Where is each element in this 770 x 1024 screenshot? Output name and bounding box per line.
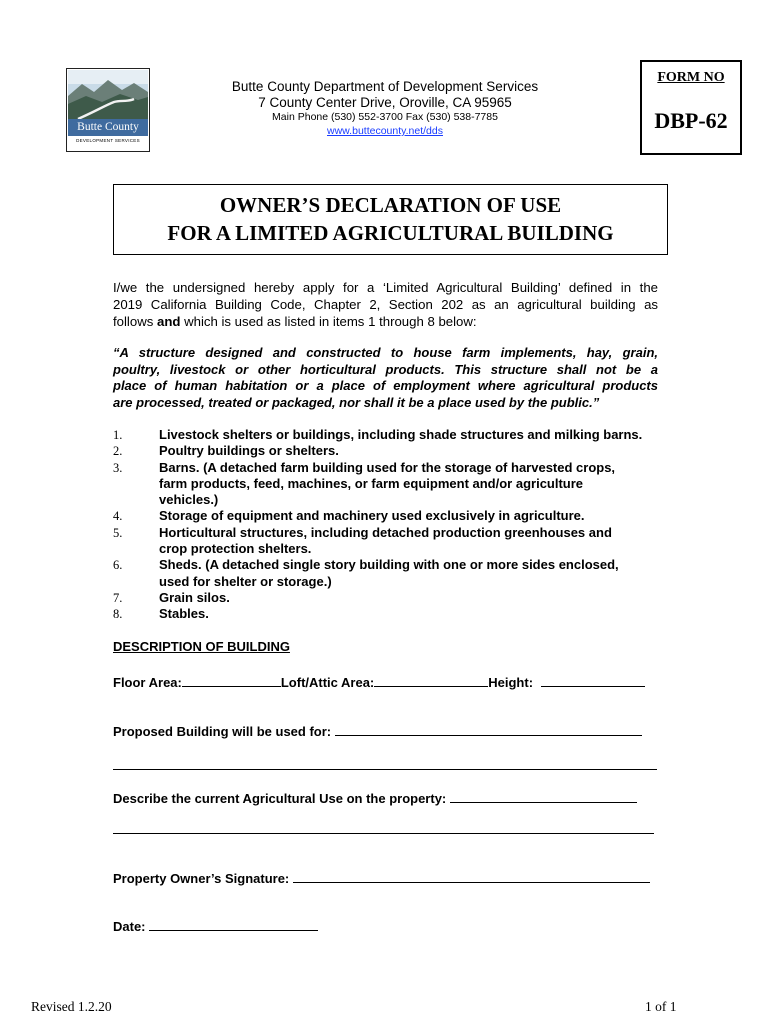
title-line-1: OWNER’S DECLARATION OF USE	[219, 193, 562, 217]
dimensions-row	[113, 673, 645, 690]
list-item-number: 5.	[113, 525, 123, 540]
loft-area-field[interactable]	[374, 673, 488, 687]
form-number-box	[640, 60, 742, 155]
height-label: Height:	[488, 675, 537, 690]
department-website-link[interactable]: www.buttecounty.net/dds	[327, 125, 443, 137]
logo-name: Butte County	[68, 119, 148, 136]
proposed-use-field[interactable]	[335, 722, 642, 736]
proposed-use-row	[113, 722, 642, 739]
butte-county-logo	[66, 68, 150, 152]
list-item	[113, 443, 683, 459]
floor-area-field[interactable]	[182, 673, 281, 687]
quote-line-2: poultry, livestock or other horticultural products. This structure shall not be a	[113, 361, 658, 377]
building-use-list	[113, 427, 683, 623]
list-item-text: vehicles.)	[159, 492, 219, 508]
list-item-text: Horticultural structures, including detached production greenhouses and	[159, 524, 612, 540]
date-row	[113, 917, 318, 934]
intro-line-3-post: which is used as listed in items 1 through 8 below:	[180, 314, 477, 329]
proposed-use-label: Proposed Building will be used for:	[113, 724, 335, 739]
intro-line-3-pre: follows	[113, 314, 157, 329]
list-item-text: Storage of equipment and machinery used exclusively in agriculture.	[159, 508, 585, 524]
document-title	[113, 184, 668, 255]
form-number-label: FORM NO	[657, 70, 725, 85]
intro-line-3-bold: and	[156, 314, 181, 329]
list-item-number: 2.	[113, 444, 123, 459]
list-item	[113, 460, 683, 509]
list-item	[113, 606, 683, 622]
department-phone: Main Phone (530) 552-3700 Fax (530) 538-7785	[272, 111, 498, 123]
list-item-text: Sheds. (A detached single story building with one or more sides enclosed,	[159, 557, 619, 573]
logo-subtitle: DEVELOPMENT SERVICES	[76, 138, 140, 143]
code-definition-quote	[113, 345, 658, 411]
signature-label: Property Owner’s Signature:	[113, 871, 293, 886]
list-item	[113, 508, 683, 524]
current-use-row	[113, 789, 637, 806]
list-item-number: 4.	[113, 509, 123, 524]
page-number: 1 of 1	[645, 999, 677, 1014]
list-item-number: 1.	[113, 428, 123, 442]
signature-row	[113, 869, 650, 886]
list-item	[113, 525, 683, 558]
height-field[interactable]	[541, 673, 645, 687]
signature-field[interactable]	[293, 869, 650, 883]
list-item-text: Barns. (A detached farm building used for the storage of harvested crops,	[159, 459, 616, 475]
department-name: Butte County Department of Development Services	[231, 79, 539, 94]
quote-line-3: place of human habitation or a place of employment where agricultural products	[113, 378, 658, 393]
landscape-logo-image	[68, 70, 148, 119]
proposed-use-field-line-2[interactable]	[113, 769, 657, 770]
date-label: Date:	[113, 919, 150, 934]
revision-date: Revised 1.2.20	[31, 999, 112, 1014]
intro-line-2: 2019 California Building Code, Chapter 2, Section 202 as an agricultural building as	[113, 297, 658, 312]
floor-area-label: Floor Area:	[113, 675, 182, 690]
list-item-number: 6.	[113, 558, 123, 573]
date-field[interactable]	[149, 917, 318, 931]
title-line-2: FOR A LIMITED AGRICULTURAL BUILDING	[167, 221, 614, 245]
current-use-field[interactable]	[450, 789, 637, 803]
intro-paragraph	[113, 279, 658, 330]
list-item-number: 7.	[113, 590, 123, 605]
loft-area-label: Loft/Attic Area:	[280, 675, 375, 690]
list-item-number: 8.	[113, 607, 123, 622]
list-item	[113, 590, 683, 606]
list-item-number: 3.	[113, 460, 123, 475]
list-item-text: Poultry buildings or shelters.	[159, 443, 339, 459]
description-heading: DESCRIPTION OF BUILDING	[113, 639, 290, 654]
quote-line-4: are processed, treated or packaged, nor shall it be a place used by the public.”	[113, 394, 600, 410]
current-use-field-line-2[interactable]	[113, 833, 654, 834]
list-item-text: farm products, feed, machines, or farm equipment and/or agriculture	[159, 475, 584, 491]
quote-line-1: “A structure designed and constructed to house farm implements, hay, grain,	[113, 345, 658, 360]
list-item-text: crop protection shelters.	[159, 541, 312, 557]
list-item-text: Grain silos.	[159, 589, 230, 605]
list-item-text: Livestock shelters or buildings, including shade structures and milking barns.	[159, 427, 643, 442]
department-address: 7 County Center Drive, Oroville, CA 95965	[258, 95, 512, 110]
current-use-label: Describe the current Agricultural Use on the property:	[113, 791, 450, 806]
intro-line-1: I/we the undersigned hereby apply for a ‘Limited Agricultural Building’ defined in the	[113, 280, 658, 295]
form-number: DBP-62	[654, 108, 728, 133]
intro-line-3	[113, 313, 658, 330]
list-item-text: used for shelter or storage.)	[159, 573, 332, 589]
list-item-text: Stables.	[159, 606, 209, 622]
list-item	[113, 557, 683, 590]
list-item	[113, 427, 683, 443]
